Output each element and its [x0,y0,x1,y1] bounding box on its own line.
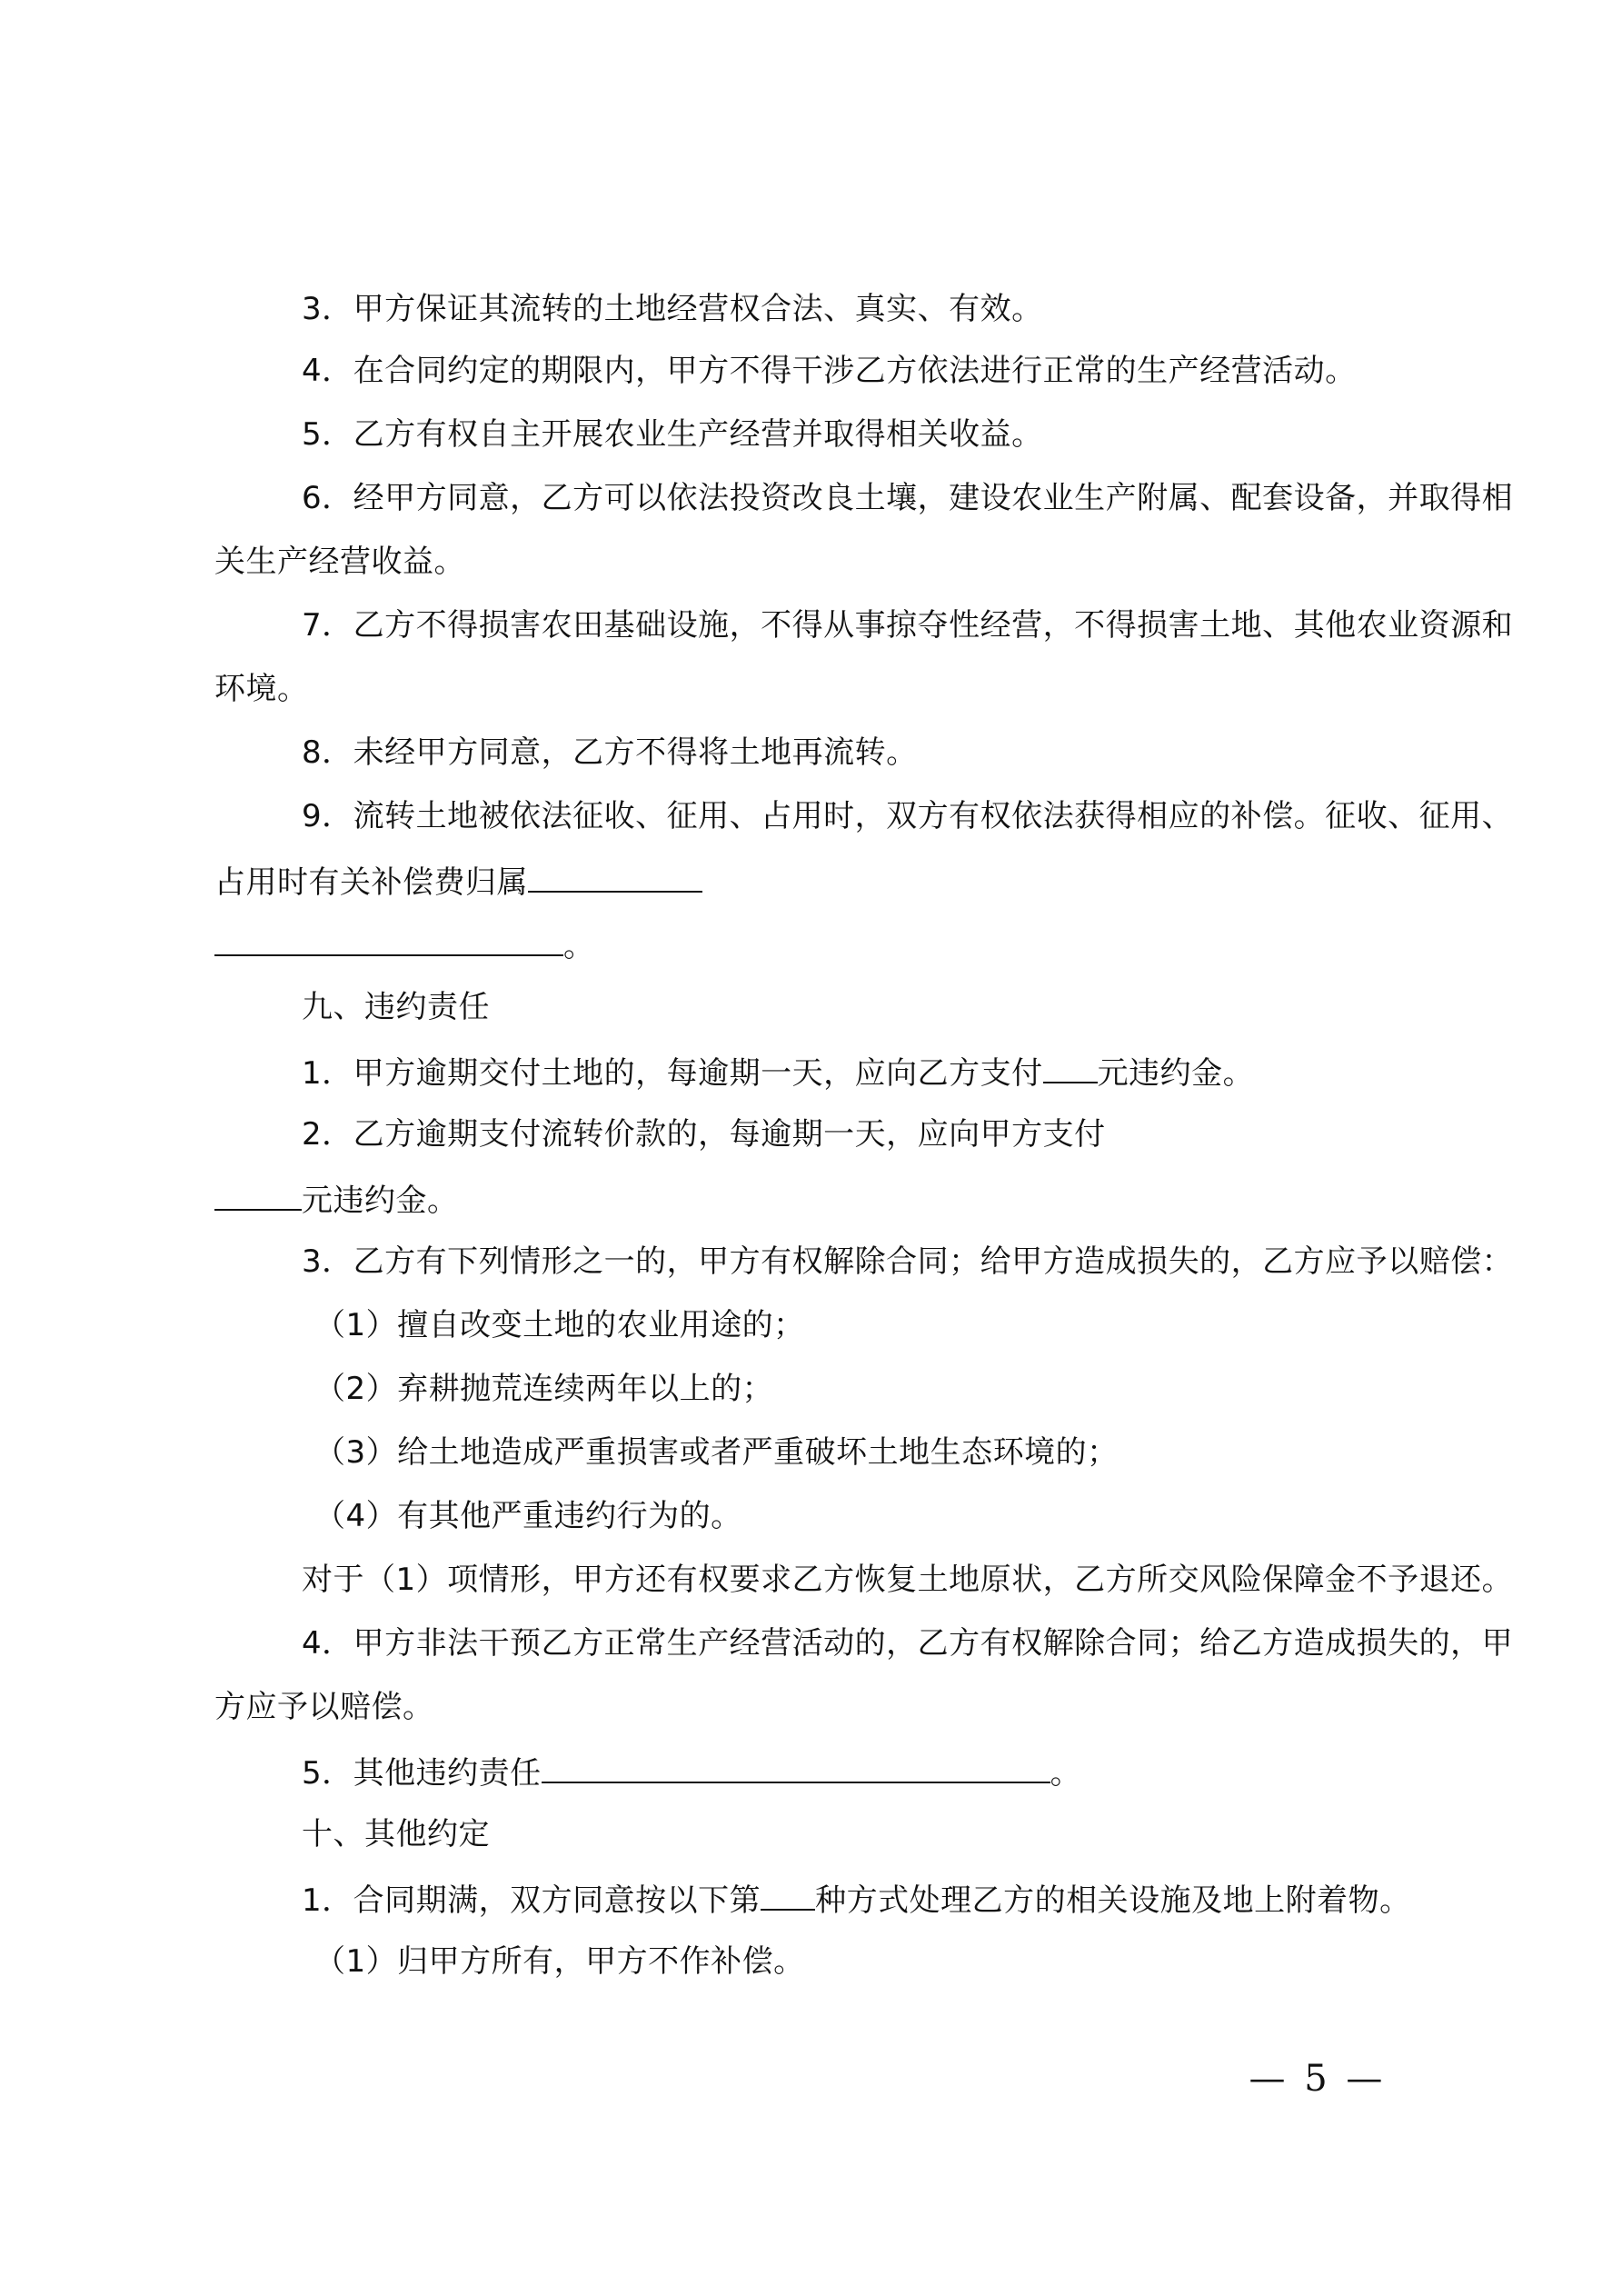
clause-9-3-item-3 [214,1433,1423,1472]
clause-text: （1）擅自改变土地的农业用途的； [314,1307,805,1343]
clause-text: 环境。 [214,671,309,707]
clause-text: （2）弃耕抛荒连续两年以上的； [314,1371,774,1407]
clause-text: （1）归甲方所有，甲方不作补偿。 [314,1943,805,1980]
clause-text: 元违约金。 [302,1183,459,1219]
clause-text: 元违约金。 [1097,1055,1255,1092]
clause-text: 3．甲方保证其流转的土地经营权合法、真实、有效。 [302,291,1043,327]
page-number: — 5 — [1249,2058,1387,2100]
fill-blank[interactable] [1043,1051,1098,1083]
fill-blank[interactable] [214,923,563,956]
clause-text: 4．甲方非法干预乙方正常生产经营活动的，乙方有权解除合同；给乙方造成损失的，甲 [302,1625,1514,1662]
clause-text: 6．经甲方同意，乙方可以依法投资改良土壤，建设农业生产附属、配套设备，并取得相 [302,480,1514,516]
clause-9-3 [214,1242,1514,1282]
clause-8-9 [214,796,1514,836]
clause-8-6 [214,478,1514,518]
clause-8-7-continued [214,669,1423,709]
clause-text: 。 [1050,1755,1082,1792]
clause-text: 5．乙方有权自主开展农业生产经营并取得相关收益。 [302,416,1043,453]
section-title: 九、违约责任 [302,989,490,1025]
clause-8-5 [214,414,1423,454]
clause-8-9-blank-line [214,923,1423,963]
clause-8-8 [214,733,1423,773]
section-title: 十、其他约定 [302,1816,490,1852]
section-heading-9 [214,987,1423,1027]
clause-text: 对于（1）项情形，甲方还有权要求乙方恢复土地原状，乙方所交风险保障金不予退还。 [302,1562,1514,1598]
fill-blank[interactable] [528,860,702,893]
clause-text: 。 [563,928,595,964]
clause-10-1-item-1 [214,1942,1423,1982]
clause-8-9-continued [214,860,1423,900]
clause-text: 方应予以赔偿。 [214,1689,434,1725]
clause-text: 占用时有关补偿费归属 [214,864,528,901]
clause-text: 8．未经甲方同意，乙方不得将土地再流转。 [302,734,918,771]
clause-text: 5．其他违约责任 [302,1755,542,1792]
fill-blank[interactable] [761,1878,815,1911]
clause-9-2-continued [214,1178,1423,1218]
clause-9-3-item-2 [214,1369,1423,1409]
clause-8-3 [214,289,1423,329]
clause-8-6-continued [214,542,1423,582]
clause-text: 3．乙方有下列情形之一的，甲方有权解除合同；给甲方造成损失的，乙方应予以赔偿： [302,1243,1514,1280]
clause-9-5 [214,1751,1423,1791]
clause-9-3-item-4 [214,1496,1423,1536]
clause-9-3-item-1 [214,1305,1423,1345]
clause-text: （4）有其他严重违约行为的。 [314,1498,742,1534]
clause-9-4-continued [214,1687,1423,1727]
clause-9-1 [214,1051,1423,1091]
fill-blank[interactable] [542,1751,1050,1783]
section-heading-10 [214,1814,1423,1854]
clause-9-2 [214,1114,1423,1154]
clause-8-7 [214,605,1514,645]
clause-text: 9．流转土地被依法征收、征用、占用时，双方有权依法获得相应的补偿。征收、征用、 [302,798,1514,834]
clause-text: 关生产经营收益。 [214,544,465,580]
clause-10-1 [214,1878,1423,1918]
clause-text: （3）给土地造成严重损害或者严重破坏土地生态环境的； [314,1434,1119,1471]
clause-text: 1．合同期满，双方同意按以下第 [302,1882,761,1919]
clause-9-3-note [214,1560,1514,1600]
clause-text: 7．乙方不得损害农田基础设施，不得从事掠夺性经营，不得损害土地、其他农业资源和 [302,607,1514,644]
clause-text: 1．甲方逾期交付土地的，每逾期一天，应向乙方支付 [302,1055,1043,1092]
clause-text: 种方式处理乙方的相关设施及地上附着物。 [815,1882,1411,1919]
clause-9-4 [214,1623,1514,1663]
clause-text: 2．乙方逾期支付流转价款的，每逾期一天，应向甲方支付 [302,1116,1106,1153]
fill-blank[interactable] [214,1178,302,1211]
clause-8-4 [214,351,1423,391]
clause-text: 4．在合同约定的期限内，甲方不得干涉乙方依法进行正常的生产经营活动。 [302,353,1357,389]
